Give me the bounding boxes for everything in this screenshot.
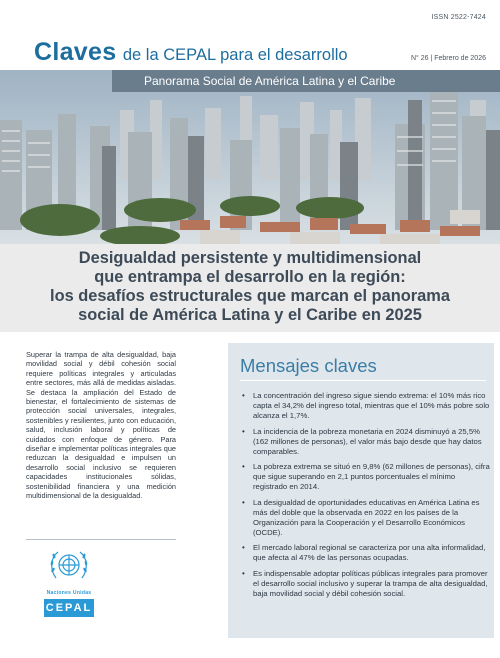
title-line: que entrampa el desarrollo en la región:	[94, 268, 406, 286]
series-title-bar	[112, 70, 500, 92]
summary-paragraph: Superar la trampa de alta desigualdad, baja movilidad social y débil cohesión social requiere políticas integrales y articuladas entre sectores, más allá de medidas aisladas. Se destaca la ampliación del Estado de bienestar, el fortalecimiento de sistemas de protección social universales, integrales, sostenibles y resilientes, junto con educación, salud, inclusión laboral y políticas de cuidados con enfoque de género. Para diseñar e implementar políticas integrales que reduzcan la desigualdad e impulsen un desarrollo social inclusivo se requieren capacidades institucionales sólidas, sostenibilidad financiera y una medición multidimensional de la desigualdad.	[26, 350, 176, 501]
cepal-logo	[40, 548, 98, 617]
series-title: Panorama Social de América Latina y el Caribe	[144, 74, 396, 88]
city-skyline-photo	[0, 70, 500, 244]
bullet-icon: •	[242, 568, 245, 578]
cepal-wordmark: CEPAL	[44, 599, 94, 617]
message-text: La concentración del ingreso sigue siendo extrema: el 10% más rico capta el 34,2% del ingreso total, mientras que el 10% más pobre solo alcanza el 1,7%.	[253, 391, 490, 420]
key-messages-list	[240, 391, 490, 604]
list-item	[240, 427, 490, 457]
publication-brand	[34, 38, 348, 67]
message-text: Es indispensable adoptar políticas públicas integrales para promover el desarrollo social inclusivo y superar la trampa de alta desigualdad, baja movilidad social y débil cohesión social.	[253, 568, 488, 598]
key-messages-box	[228, 343, 494, 638]
bullet-icon: •	[242, 543, 245, 552]
key-messages-title: Mensajes claves	[240, 355, 377, 376]
message-text: La pobreza extrema se situó en 9,8% (62 millones de personas), cifra que sigue superando en 2,1 puntos porcentuales el mínimo registrado en 2014.	[253, 462, 490, 491]
issn-number: ISSN 2522-7424	[431, 14, 486, 21]
bullet-icon: •	[242, 462, 245, 471]
list-item	[240, 462, 490, 492]
message-text: La incidencia de la pobreza monetaria en 2024 disminuyó a 25,5% (162 millones de personas), el valor más bajo desde que hay datos comparables.	[253, 426, 482, 456]
skyline-illustration	[0, 70, 500, 244]
un-label: Naciones Unidas	[46, 590, 92, 596]
bullet-icon: •	[242, 426, 245, 436]
list-item	[240, 543, 490, 563]
key-messages-divider	[240, 380, 486, 381]
title-line: social de América Latina y el Caribe en 2025	[78, 306, 422, 324]
message-text: La desigualdad de oportunidades educativas en América Latina es más del doble que la observada en 2022 en los países de la Organización para la Cooperación y el Desarrollo Económicos (OCDE).	[253, 497, 480, 537]
message-text: El mercado laboral regional se caracteriza por una alta informalidad, que afecta al 47% de las personas ocupadas.	[253, 543, 486, 562]
brand-claves: Claves	[34, 38, 117, 66]
summary-divider	[26, 539, 176, 540]
list-item	[240, 391, 490, 421]
list-item	[240, 498, 490, 538]
bullet-icon: •	[242, 497, 245, 507]
summary-column	[26, 350, 176, 540]
list-item	[240, 569, 490, 599]
bullet-icon: •	[242, 391, 245, 400]
issue-number: N° 26 | Febrero de 2026	[410, 55, 486, 62]
title-line: Desigualdad persistente y multidimensional	[78, 249, 422, 267]
title-line: los desafíos estructurales que marcan el panorama	[50, 287, 450, 305]
un-emblem-icon	[40, 548, 98, 584]
brand-subtitle: de la CEPAL para el desarrollo	[122, 46, 348, 64]
main-title	[0, 244, 500, 332]
